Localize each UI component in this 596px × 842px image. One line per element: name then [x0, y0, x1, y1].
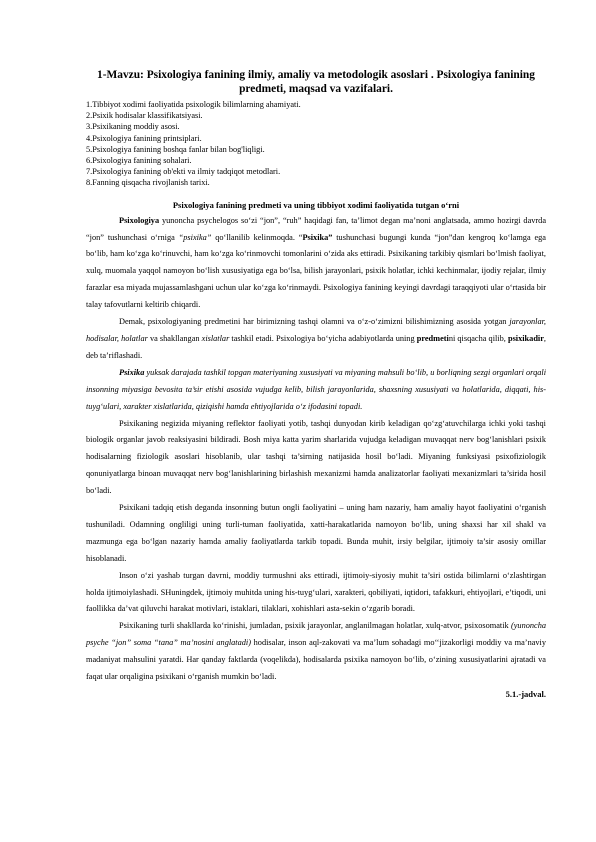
paragraph-text: tushunchasi bugungi kunda “jon”dan kengroq ko‘lamga ega bo‘lib, ham ko‘zga ko‘rinuvchi, ham ko‘zga ko‘rinmovchi tomonlarini o‘zida aks ettiradi. Psixikaning tarkibiy qismlari bo‘lmish faoliyat, xulq, muomala yaqqol namoyon bo‘lish xususiyatiga ega bo‘lsa, bilish jarayonlari, psixik holatlar, ichki kechinmalar, ijodiy rejalar, ilmiy farazlar esa miyada mujassamlashgani uchun ular ko‘zga ko‘rinmaydi. Psixologiya fanining keyingi davrdagi taraqqiyoti ular o‘rtasida bir talay tafovutlarni keltirib chiqardi. [86, 232, 546, 310]
paragraph-text: , deb ta’riflashadi. [86, 333, 546, 360]
paragraph-text: Demak, psixologiyaning predmetini har birimizning tashqi olamni va o‘z-o‘zimizni bilishimizning asosida yotgan [119, 317, 510, 327]
outline-item: 7.Psixologiya fanining ob'ekti va ilmiy tadqiqot metodlari. [86, 167, 281, 177]
italic-text: jarayonlar, hodisalar, holatlar [86, 317, 546, 343]
outline-item: 6.Psixologiya fanining sohalari. [86, 156, 192, 166]
paragraph-text: tashkil etadi. Psixologiya bo‘yicha adabiyotlarda uning [229, 333, 417, 343]
paragraph-reflex: Psixikaning negizida miyaning reflektor faoliyati yotib, tashqi dunyodan kirib keladigan qo‘zg‘atuvchilarga ichki yoki tashqi biologik organlar javob reaksiyasini bildiradi. Bosh miya katta yarim sharlarida vujudga keladigan muvaqqat nerv bog‘lanishlari psixik hodisalarning fiziologik asoslari hisoblanib, ular tashqi ta’sirning natijasida hosil bo‘ladi. Miyaning funksiyasi psixofiziologik qonuniyatlarga binoan muvaqqat nerv bog‘lanishlarining birlashish mexanizmi hamda analizatorlar faoliyati mexanizmlari ta’sirida hosil bo‘ladi. [86, 418, 546, 496]
italic-text: “psixika” [178, 232, 212, 242]
term-predmet: predmeti [416, 333, 449, 343]
term-psixologiya: Psixologiya [119, 215, 160, 225]
paragraph-text: Psixikaning turli shakllarda ko‘rinishi, jumladan, psixik jarayonlar, anglanilmagan holatlar, xulq-atvor, psixosomatik [119, 621, 511, 631]
italic-text: xislatlar [201, 333, 230, 343]
outline-item: 1.Tibbiyot xodimi faoliyatida psixologik bilimlarning ahamiyati. [86, 100, 301, 109]
outline-item: 3.Psixikaning moddiy asosi. [86, 122, 180, 132]
term-psixika: Psixika [119, 367, 145, 377]
paragraph-text: ni qisqacha qilib, [448, 333, 508, 343]
table-caption: 5.1.-jadval. [505, 689, 546, 699]
outline-item: 8.Fanning qisqacha rivojlanish tarixi. [86, 178, 210, 188]
topic-outline [86, 99, 546, 189]
italic-text: (yunoncha psyche “jon” soma “tana” ma’nosini anglatadi) [86, 621, 546, 648]
document-title: 1-Mavzu: Psixologiya fanining ilmiy, amaliy va metodologik asoslari . Psixologiya fanining predmeti, maqsad va vazifalari. [97, 69, 535, 95]
paragraph-research: Psixikani tadqiq etish deganda insonning butun ongli faoliyatini – uning ham nazariy, ham amaliy hayot faoliyatini o‘rganish tushuniladi. Odamning ongliligi uning turli-tuman faoliyatida, xatti-harakatlarida namoyon bo‘lib, uning shaxsi har xil shakl va mazmunga ega bo‘lgan nazariy hamda amaliy faoliyatlarda tarkib topadi. Bunda muhit, irsiy belgilar, ijtimoiy ta’sir asosiy omillar hisoblanadi. [86, 503, 546, 563]
outline-item: 5.Psixologiya fanining boshqa fanlar bilan bog'liqligi. [86, 144, 265, 154]
paragraph-text: qo‘llanilib kelinmoqda. “ [211, 232, 303, 242]
paragraph-text: va shakllangan [147, 333, 202, 343]
outline-item: 4.Psixologiya fanining printsiplari. [86, 133, 202, 143]
term-psixika: Psixika” [302, 232, 333, 242]
outline-item: 2.Psixik hodisalar klassifikatsiyasi. [86, 111, 203, 121]
paragraph-psixika-definition [86, 365, 546, 416]
paragraph-predmet [86, 314, 546, 365]
paragraph-text: yuksak darajada tashkil topgan materiyaning xususiyati va miyaning mahsuli bo‘lib, u borliqning sezgi organlari orqali insonning miyasiga bevosita ta’sir etishi asosida vujudga kelib, bilish jarayonlarida, shaxsning xususiyati va holatlarida, diqqati, his-tuyg‘ulari, xarakter xislatlarida, qiziqishi hamda ehtiyojlarida o‘z ifodasini topadi. [86, 367, 546, 411]
paragraph-text: hodisalar, inson aql-zakovati va ma’lum sohadagi mo‘‘jizakorligi moddiy va ma’naviy madaniyat mahsulini yaratdi. Har qanday faktlarda (voqelikda), hodisalarda psixika namoyon bo‘lib, o‘zining xususiyatlarini ajratadi va faqat ular orqaligina psixikani o‘rganish mumkin bo‘ladi. [86, 638, 547, 682]
section-heading: Psixologiya fanining predmeti va uning tibbiyot xodimi faoliyatida tutgan o‘rni [172, 199, 460, 210]
paragraph-psixika-forms [86, 618, 546, 686]
paragraph-text: yunoncha psychelogos so‘zi “jon”, “ruh” haqidagi fan, ta’limot degan ma’noni anglatsada, ammo hozirgi davrda “jon” tushunchasi o‘rniga [86, 215, 546, 242]
term-psixikadir: psixikadir [507, 333, 544, 343]
paragraph-psixologiya-definition [86, 213, 546, 314]
paragraph-socialization: Inson o‘zi yashab turgan davrni, moddiy turmushni aks ettiradi, ijtimoiy-siyosiy muhit ta’siri ostida bilimlarni o‘zlashtirgan holda ijtimoiylashadi. SHuningdek, ijtimoiy muhitda uning his-tuyg‘ulari, xarakteri, qobiliyati, iqtidori, tafakkuri, ehtiyojlari, e’tiqodi, uni faollikka da’vat qiluvchi harakat motivlari, istaklari, tilaklari, xohishlari asta-sekin o‘zgarib boradi. [86, 570, 546, 614]
